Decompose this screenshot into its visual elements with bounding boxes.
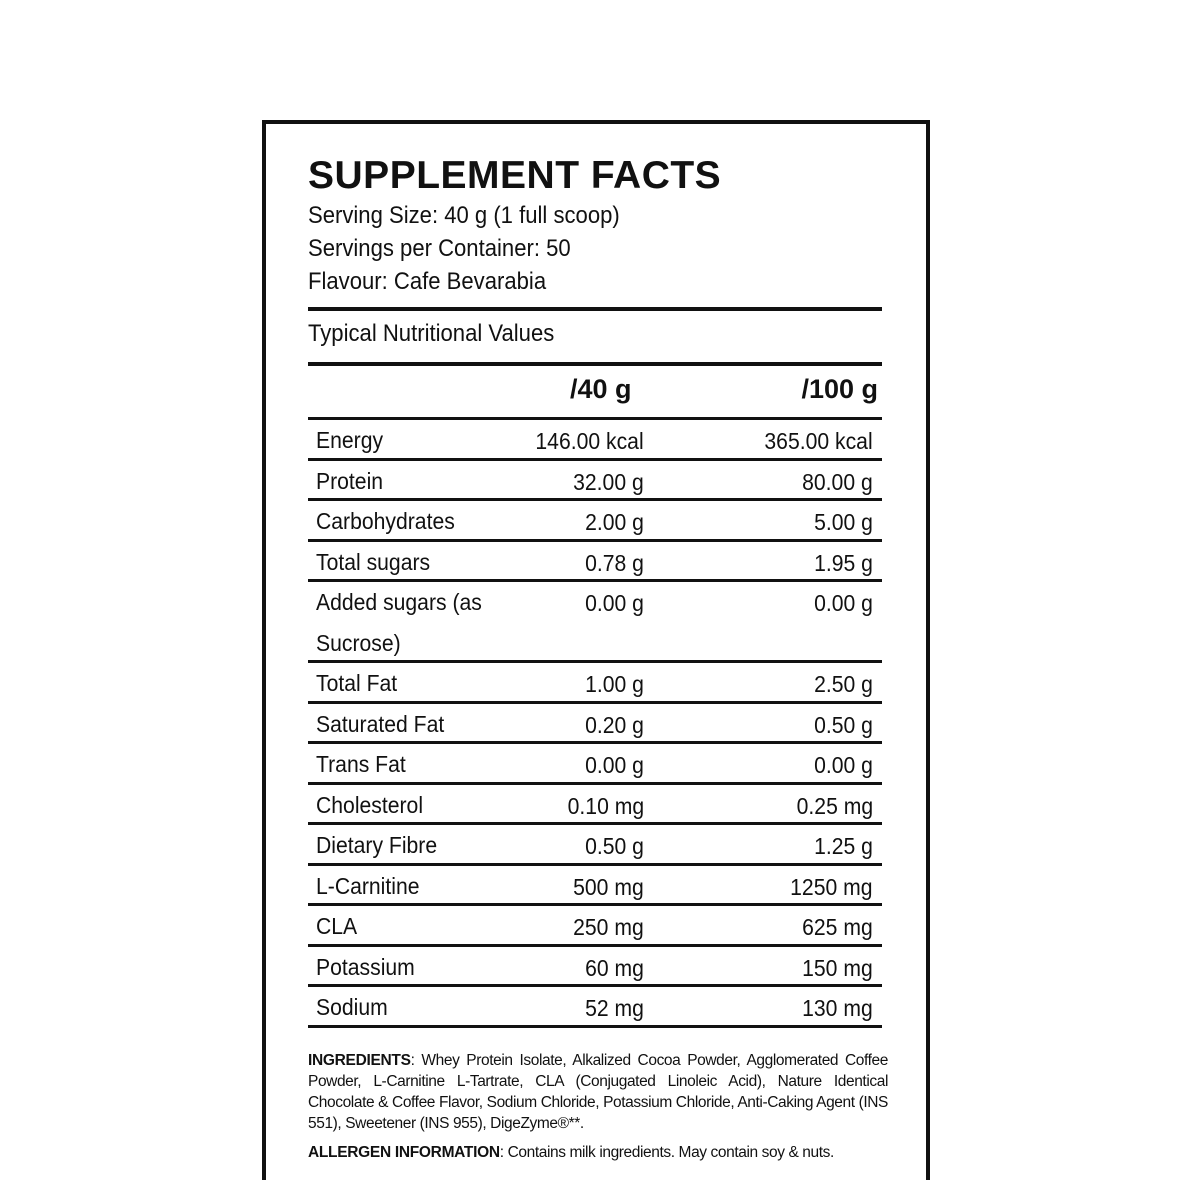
nutrient-name: Energy: [316, 427, 384, 453]
nutrient-name: Sodium: [316, 994, 388, 1020]
nutrient-value-per-100g: 625 mg: [802, 914, 873, 940]
nutrient-value-per-100g: 1.25 g: [814, 833, 873, 859]
nutrient-name: CLA: [316, 913, 358, 939]
nutrient-value-per-serving: 32.00 g: [573, 468, 644, 495]
nutrient-name: Dietary Fibre: [316, 832, 438, 858]
table-row: [308, 542, 882, 583]
nutrient-value-per-serving: 2.00 g: [585, 509, 644, 535]
column-header-per-serving: /40 g: [570, 374, 632, 404]
nutrient-value-per-100g: 0.50 g: [814, 711, 873, 738]
table-row: [308, 987, 882, 1028]
table-row: [308, 866, 882, 907]
table-row: [308, 420, 882, 461]
nutrient-value-per-serving: 0.00 g: [585, 752, 644, 778]
nutrient-value-per-100g: 365.00 kcal: [764, 428, 873, 454]
nutrient-value-per-serving: 250 mg: [573, 914, 644, 940]
nutrient-value-per-100g: 130 mg: [802, 995, 873, 1021]
table-row: [308, 947, 882, 988]
nutrient-name: Added sugars (as Sucrose): [316, 589, 482, 656]
table-row: [308, 501, 882, 542]
nutrient-value-per-100g: 80.00 g: [802, 468, 873, 495]
nutrient-value-per-100g: 0.00 g: [814, 752, 873, 778]
nutrition-table: [308, 420, 882, 1028]
nutrient-value-per-100g: 150 mg: [802, 954, 873, 981]
serving-size: Serving Size: 40 g (1 full scoop): [308, 202, 620, 229]
nutrient-name: Trans Fat: [316, 751, 406, 777]
nutrient-value-per-100g: 1.95 g: [814, 549, 873, 576]
nutrient-name: L-Carnitine: [316, 872, 420, 899]
table-row: [308, 582, 882, 663]
nutrient-name: Total sugars: [316, 548, 431, 575]
nutrient-value-per-serving: 146.00 kcal: [535, 428, 644, 454]
allergen-information: [308, 1144, 834, 1162]
column-header-per-100g: /100 g: [801, 374, 878, 404]
flavour: Flavour: Cafe Bevarabia: [308, 268, 547, 295]
nutrient-value-per-serving: 1.00 g: [585, 671, 644, 697]
nutrient-name: Cholesterol: [316, 791, 424, 818]
supplement-facts-panel: [262, 120, 930, 1180]
servings-per-container: Servings per Container: 50: [308, 235, 571, 262]
nutrient-value-per-serving: 0.20 g: [585, 711, 644, 738]
nutrient-value-per-100g: 5.00 g: [814, 509, 873, 535]
nutrient-value-per-serving: 0.50 g: [585, 833, 644, 859]
nutrient-value-per-serving: 0.00 g: [585, 590, 644, 616]
nutrient-name: Carbohydrates: [316, 508, 455, 534]
nutrient-value-per-serving: 0.78 g: [585, 549, 644, 576]
nutrient-value-per-serving: 0.10 mg: [567, 792, 644, 819]
section-heading: Typical Nutritional Values: [308, 320, 555, 347]
nutrient-value-per-100g: 1250 mg: [790, 873, 873, 900]
allergen-text: : Contains milk ingredients. May contain soy & nuts.: [499, 1144, 834, 1161]
nutrient-value-per-100g: 0.25 mg: [796, 792, 873, 819]
ingredients-list: : Whey Protein Isolate, Alkalized Cocoa Powder, Agglomerated Coffee Powder, L-Carnitine L-Tartrate, CLA (Conjugated Linoleic Acid), Nature Identical Chocolate & Coffee Flavor, Sodium Chloride, Potassium Chloride, Anti-Caking Agent (INS 551), Sweetener (INS 955), DigeZyme®**.: [308, 1052, 888, 1132]
divider-thick: [308, 307, 882, 311]
ingredients-label: INGREDIENTS: [308, 1052, 411, 1069]
table-row: [308, 785, 882, 826]
nutrient-value-per-serving: 52 mg: [585, 995, 644, 1021]
table-row: [308, 744, 882, 785]
table-row: [308, 906, 882, 947]
allergen-label: ALLERGEN INFORMATION: [308, 1144, 500, 1161]
nutrient-value-per-serving: 60 mg: [585, 954, 644, 981]
nutrient-name: Saturated Fat: [316, 710, 445, 737]
nutrient-value-per-100g: 0.00 g: [814, 590, 873, 616]
table-row: [308, 461, 882, 502]
table-row: [308, 825, 882, 866]
table-row: [308, 663, 882, 704]
nutrient-value-per-100g: 2.50 g: [814, 671, 873, 697]
nutrient-value-per-serving: 500 mg: [573, 873, 644, 900]
table-row: [308, 704, 882, 745]
divider-thick: [308, 362, 882, 366]
nutrient-name: Total Fat: [316, 670, 398, 696]
label-title: SUPPLEMENT FACTS: [308, 154, 722, 197]
nutrient-name: Protein: [316, 467, 384, 494]
nutrient-name: Potassium: [316, 953, 415, 980]
ingredients-text: [308, 1050, 888, 1134]
